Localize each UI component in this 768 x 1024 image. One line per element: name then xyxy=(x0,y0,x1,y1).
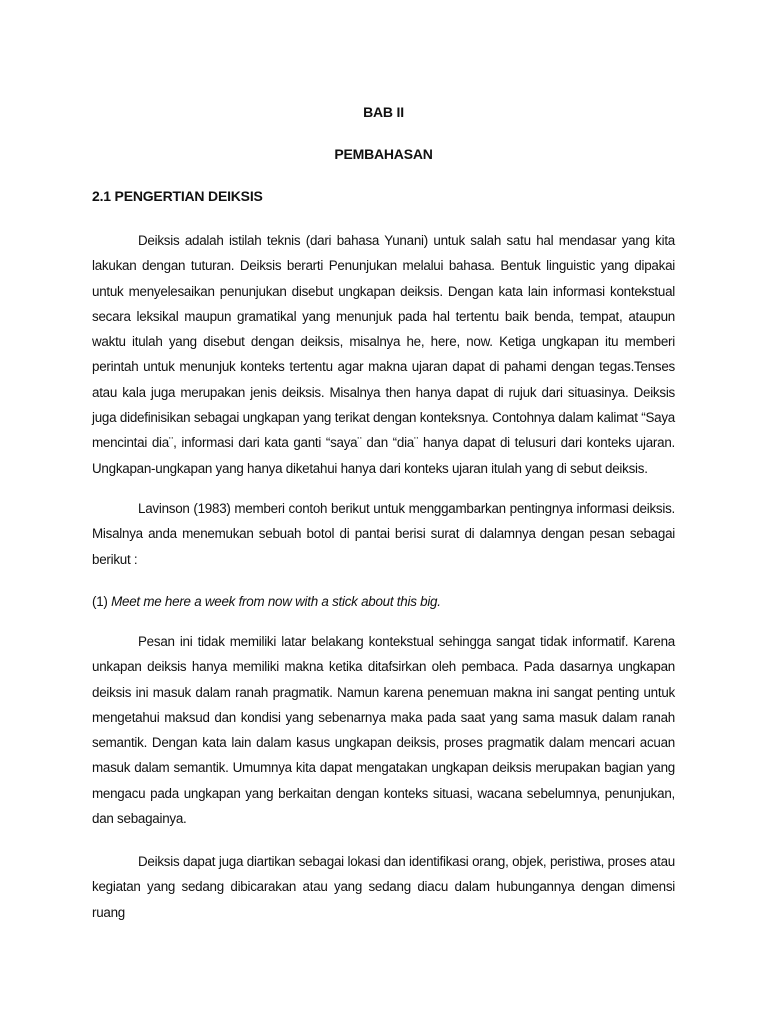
paragraph-2: Lavinson (1983) memberi contoh berikut untuk menggambarkan pentingnya informasi deiksis. Misalnya anda menemukan sebuah botol di pantai berisi surat di dalamnya dengan pesan sebagai berikut : xyxy=(92,501,675,567)
section-title: PEMBAHASAN xyxy=(334,146,433,162)
paragraph-1: Deiksis adalah istilah teknis (dari bahasa Yunani) untuk salah satu hal mendasar yang kita lakukan dengan tuturan. Deiksis berarti Penunjukan melalui bahasa. Bentuk linguistic yang dipakai untuk menyelesaikan penunjukan disebut ungkapan deiksis. Dengan kata lain informasi kontekstual secara leksikal maupun gramatikal yang menunjuk pada hal tertentu baik benda, tempat, ataupun waktu itulah yang disebut dengan deiksis, misalnya he, here, now. Ketiga ungkapan itu memberi perintah untuk menunjuk konteks tertentu agar makna ujaran dapat di pahami dengan tegas.Tenses atau kala juga merupakan jenis deiksis. Misalnya then hanya dapat di rujuk dari situasinya. Deiksis juga didefinisikan sebagai ungkapan yang terikat dengan konteksnya. Contohnya dalam kalimat “Saya mencintai dia¨, informasi dari kata ganti “saya¨ dan “dia¨ hanya dapat di telusuri dari konteks ujaran. Ungkapan-ungkapan yang hanya diketahui hanya dari konteks ujaran itulah yang di sebut deiksis. xyxy=(92,233,675,476)
paragraph-4: Deiksis dapat juga diartikan sebagai lokasi dan identifikasi orang, objek, peristiwa, proses atau kegiatan yang sedang dibicarakan atau yang sedang diacu dalam hubungannya dengan dimensi ruang xyxy=(92,854,675,920)
example-sentence xyxy=(92,589,441,614)
example-text: Meet me here a week from now with a stick about this big. xyxy=(111,594,441,609)
chapter-heading: BAB II xyxy=(363,104,404,120)
paragraph-3: Pesan ini tidak memiliki latar belakang kontekstual sehingga sangat tidak informatif. Karena unkapan deiksis hanya memiliki makna ketika ditafsirkan oleh pembaca. Pada dasarnya ungkapan deiksis ini masuk dalam ranah pragmatik. Namun karena penemuan makna ini sangat penting untuk mengetahui maksud dan kondisi yang sebenarnya maka pada saat yang sama masuk dalam ranah semantik. Dengan kata lain dalam kasus ungkapan deiksis, proses pragmatik dalam mencari acuan masuk dalam semantik. Umumnya kita dapat mengatakan ungkapan deiksis merupakan bagian yang mengacu pada ungkapan yang berkaitan dengan konteks situasi, wacana sebelumnya, penunjukan, dan sebagainya. xyxy=(92,634,675,827)
subsection-heading: 2.1 PENGERTIAN DEIKSIS xyxy=(92,188,263,204)
example-number: (1) xyxy=(92,594,108,609)
